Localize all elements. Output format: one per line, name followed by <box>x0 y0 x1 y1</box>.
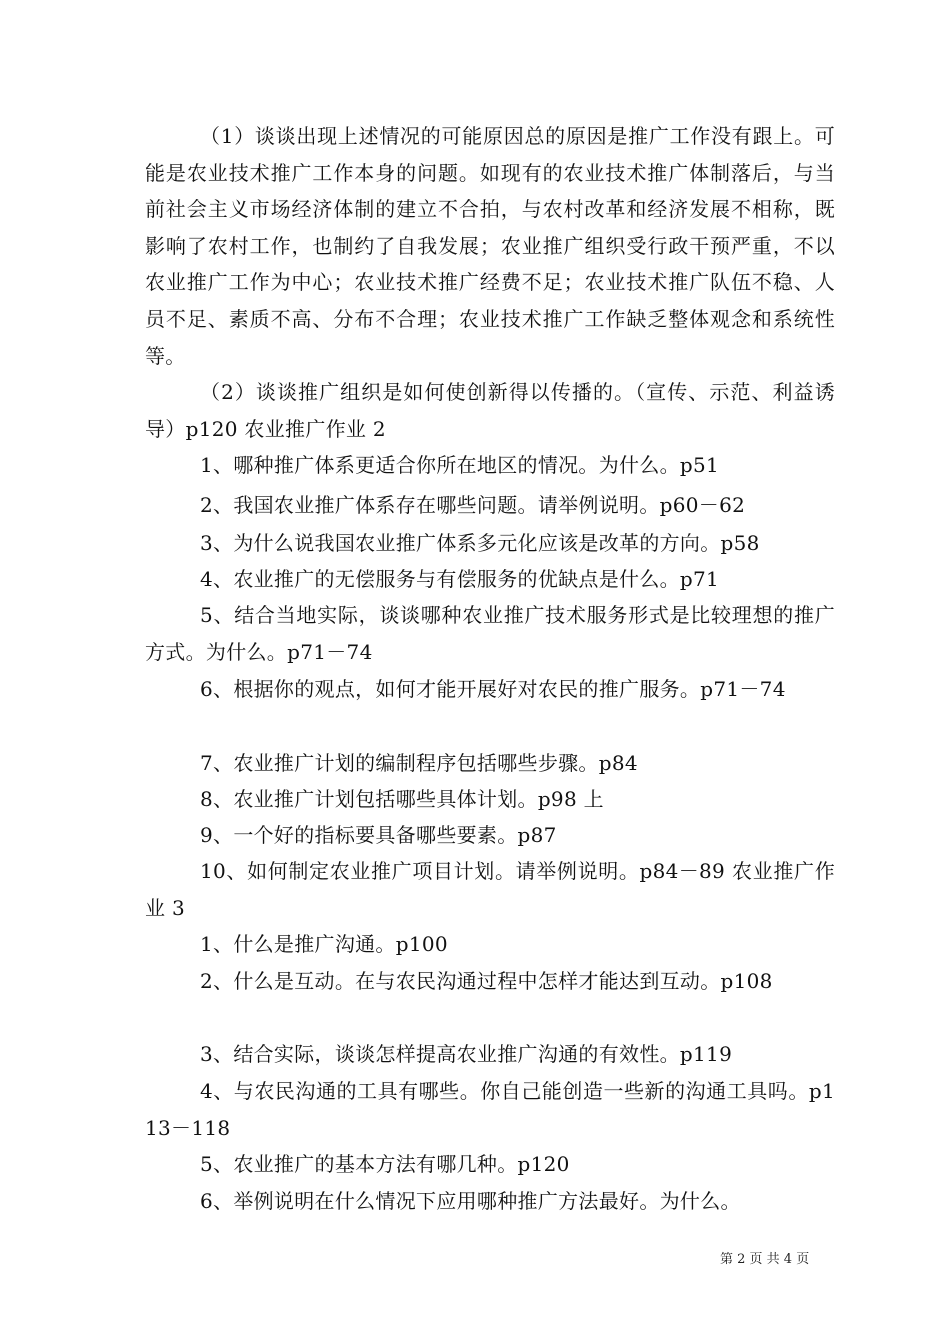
question-2-2: 2、我国农业推广体系存在哪些问题。请举例说明。p60－62 <box>200 493 746 517</box>
question-3-4: 4、与农民沟通的工具有哪些。你自己能创造一些新的沟通工具吗。p113－118 <box>145 1079 835 1140</box>
question-2-8: 8、农业推广计划包括哪些具体计划。p98 上 <box>200 787 604 811</box>
question-3-1: 1、什么是推广沟通。p100 <box>200 932 448 956</box>
question-3-2: 2、什么是互动。在与农民沟通过程中怎样才能达到互动。p108 <box>200 969 773 993</box>
question-2-1: 1、哪种推广体系更适合你所在地区的情况。为什么。p51 <box>200 453 720 477</box>
question-2-9: 9、一个好的指标要具备哪些要素。p87 <box>200 823 557 847</box>
question-2-3: 3、为什么说我国农业推广体系多元化应该是改革的方向。p58 <box>200 531 760 555</box>
question-3-6: 6、举例说明在什么情况下应用哪种推广方法最好。为什么。 <box>200 1189 741 1213</box>
question-2-7: 7、农业推广计划的编制程序包括哪些步骤。p84 <box>200 751 638 775</box>
question-3-5: 5、农业推广的基本方法有哪几种。p120 <box>200 1152 570 1176</box>
paragraph-2: （2）谈谈推广组织是如何使创新得以传播的。（宣传、示范、利益诱导）p120 农业推广作业 2 <box>145 380 835 441</box>
question-2-5: 5、结合当地实际，谈谈哪种农业推广技术服务形式是比较理想的推广方式。为什么。p71－74 <box>145 603 835 664</box>
question-2-4: 4、农业推广的无偿服务与有偿服务的优缺点是什么。p71 <box>200 567 720 591</box>
page-number-footer: 第 2 页 共 4 页 <box>720 1252 810 1267</box>
paragraph-1: （1）谈谈出现上述情况的可能原因总的原因是推广工作没有跟上。可能是农业技术推广工作本身的问题。如现有的农业技术推广体制落后，与当前社会主义市场经济体制的建立不合拍，与农村改革和经济发展不相称，既影响了农村工作，也制约了自我发展；农业推广组织受行政干预严重，不以农业推广工作为中心；农业技术推广经费不足；农业技术推广队伍不稳、人员不足、素质不高、分布不合理；农业技术推广工作缺乏整体观念和系统性等。 <box>145 124 835 368</box>
question-2-6: 6、根据你的观点，如何才能开展好对农民的推广服务。p71－74 <box>200 677 786 701</box>
question-3-3: 3、结合实际，谈谈怎样提高农业推广沟通的有效性。p119 <box>200 1042 733 1066</box>
question-2-10: 10、如何制定农业推广项目计划。请举例说明。p84－89 农业推广作业 3 <box>145 859 835 920</box>
